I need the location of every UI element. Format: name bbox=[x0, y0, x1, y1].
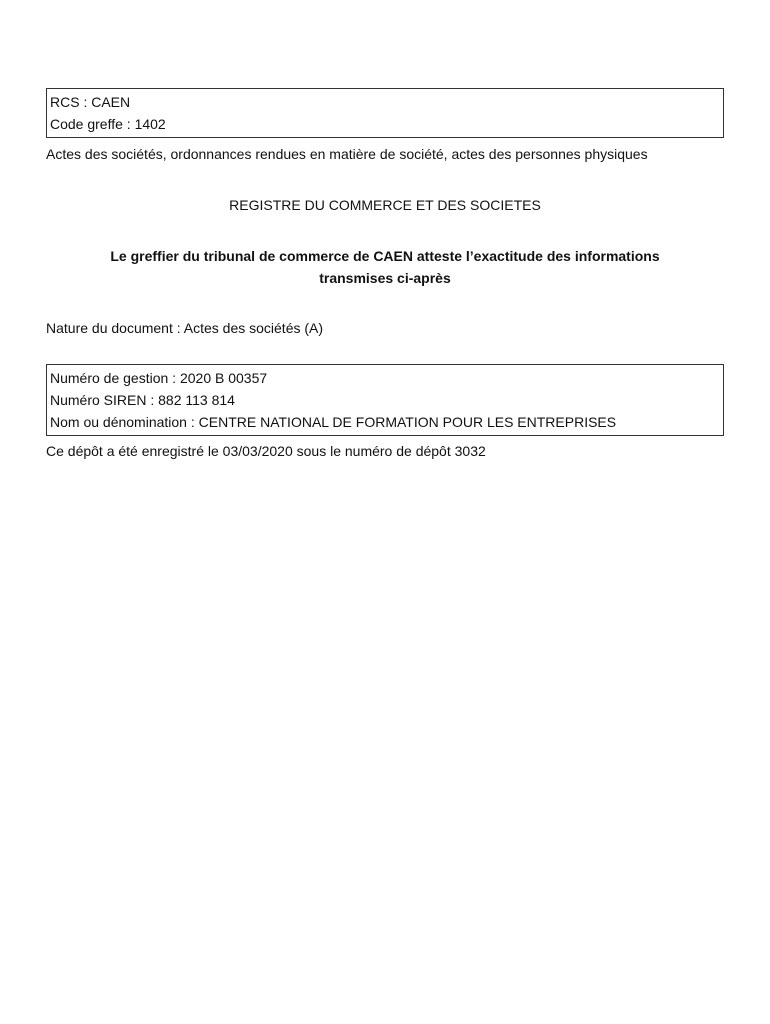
deposit-note: Ce dépôt a été enregistré le 03/03/2020 sous le numéro de dépôt 3032 bbox=[46, 443, 486, 459]
attestation-line-1: Le greffier du tribunal de commerce de CAEN atteste l’exactitude des informations bbox=[110, 248, 660, 264]
document-nature: Nature du document : Actes des sociétés (A) bbox=[46, 320, 324, 336]
attestation-line-2: transmises ci-après bbox=[319, 270, 451, 286]
numero-gestion: Numéro de gestion : 2020 B 00357 bbox=[50, 370, 268, 386]
rcs-label: RCS : CAEN bbox=[50, 94, 131, 110]
code-greffe-label: Code greffe : 1402 bbox=[50, 116, 166, 132]
company-denomination: Nom ou dénomination : CENTRE NATIONAL DE FORMATION POUR LES ENTREPRISES bbox=[50, 414, 617, 430]
numero-siren: Numéro SIREN : 882 113 814 bbox=[50, 392, 235, 408]
rcs-info-box bbox=[46, 88, 724, 138]
registry-title: REGISTRE DU COMMERCE ET DES SOCIETES bbox=[229, 197, 541, 213]
acts-description: Actes des sociétés, ordonnances rendues en matière de société, actes des personnes physiques bbox=[46, 146, 648, 162]
company-info-box bbox=[46, 364, 724, 436]
